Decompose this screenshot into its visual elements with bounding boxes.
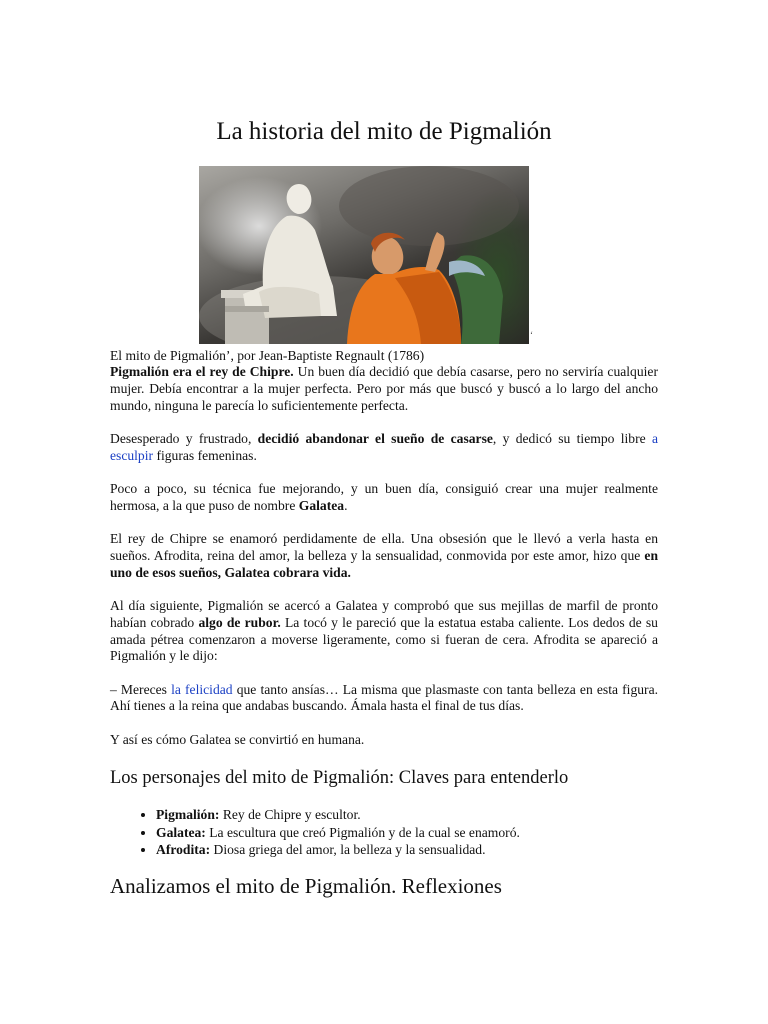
paragraph-text: , y dedicó su tiempo libre bbox=[492, 430, 652, 446]
link-la-felicidad[interactable]: la felicidad bbox=[171, 681, 233, 697]
character-name: Galatea: bbox=[156, 824, 206, 840]
bold-phrase: algo de rubor. bbox=[198, 614, 281, 630]
paragraph-1 bbox=[110, 364, 658, 414]
paragraph-7: Y así es cómo Galatea se convirtió en humana. bbox=[110, 731, 365, 747]
paragraph-text: El rey de Chipre se enamoró perdidamente de ella. Una obsesión que le llevó a verla hasta en sueños. Afrodita, reina del amor, la belleza y la sensualidad, conmovida por este amor, hizo que bbox=[110, 531, 658, 563]
painting-pygmalion-galatea-image bbox=[199, 166, 529, 344]
paragraph-text: Al día siguiente, Pigmalión se acercó a Galatea y comprobó que sus mejillas de marfil de pronto habían cobrado bbox=[110, 597, 658, 630]
list-item bbox=[156, 806, 520, 824]
list-item bbox=[156, 824, 520, 842]
paragraph-text: La tocó y le pareció que la estatua estaba caliente. Los dedos de su amada pétrea comenzaron a moverse ligeramente, como si fueran de cera. Afrodita se apareció a Pigmalión y le dijo: bbox=[110, 614, 658, 664]
list-item bbox=[156, 841, 520, 859]
painting-illustration bbox=[199, 166, 529, 344]
character-desc: Diosa griega del amor, la belleza y la sensualidad. bbox=[210, 842, 486, 857]
characters-list bbox=[130, 806, 520, 859]
paragraph-text: Un buen día decidió que debía casarse, pero no serviría cualquier mujer. Debía encontrar a la mujer perfecta. Pero por más que buscó y buscó a lo largo del ancho mundo, ninguna le parecía lo suficientemente perfecta. bbox=[110, 364, 658, 413]
paragraph-text: Desesperado y frustrado, bbox=[110, 430, 258, 446]
analysis-heading: Analizamos el mito de Pigmalión. Reflexiones bbox=[110, 874, 502, 898]
paragraph-4 bbox=[110, 531, 658, 581]
paragraph-text: figuras femeninas. bbox=[153, 447, 257, 463]
section-heading-personajes: Los personajes del mito de Pigmalión: Claves para entenderlo bbox=[110, 768, 569, 788]
paragraph-6 bbox=[110, 682, 658, 716]
character-name: Pigmalión: bbox=[156, 807, 220, 822]
image-corner-mark: ‘ bbox=[530, 330, 533, 340]
paragraph-5 bbox=[110, 598, 658, 665]
paragraph-text: – Mereces bbox=[110, 681, 172, 697]
document-title: La historia del mito de Pigmalión bbox=[216, 118, 552, 145]
bold-phrase: en uno de esos sueños, Galatea cobrara vida. bbox=[110, 547, 658, 580]
bold-phrase: Galatea bbox=[298, 497, 345, 513]
story-text bbox=[110, 364, 658, 765]
link-a-esculpir[interactable]: a esculpir bbox=[110, 430, 658, 463]
paragraph-2 bbox=[110, 431, 658, 465]
paragraph-3 bbox=[110, 481, 658, 515]
character-desc: Rey de Chipre y escultor. bbox=[219, 807, 361, 822]
image-caption: El mito de Pigmalión’, por Jean-Baptiste Regnault (1786) bbox=[110, 348, 425, 363]
paragraph-text: Poco a poco, su técnica fue mejorando, y un buen día, consiguió crear una mujer realmente hermosa, a la que puso de nombre bbox=[110, 480, 658, 513]
character-desc: La escultura que creó Pigmalión y de la cual se enamoró. bbox=[205, 824, 520, 840]
paragraph-text: que tanto ansías… La misma que plasmaste con tanta belleza en esta figura. Ahí tienes a la reina que andabas buscando. Ámala hasta el final de tus días. bbox=[110, 681, 658, 714]
bold-phrase: Pigmalión era el rey de Chipre. bbox=[110, 364, 294, 379]
bold-phrase: decidió abandonar el sueño de casarse bbox=[257, 430, 493, 446]
paragraph-text: . bbox=[344, 497, 348, 513]
character-name: Afrodita: bbox=[156, 842, 211, 857]
